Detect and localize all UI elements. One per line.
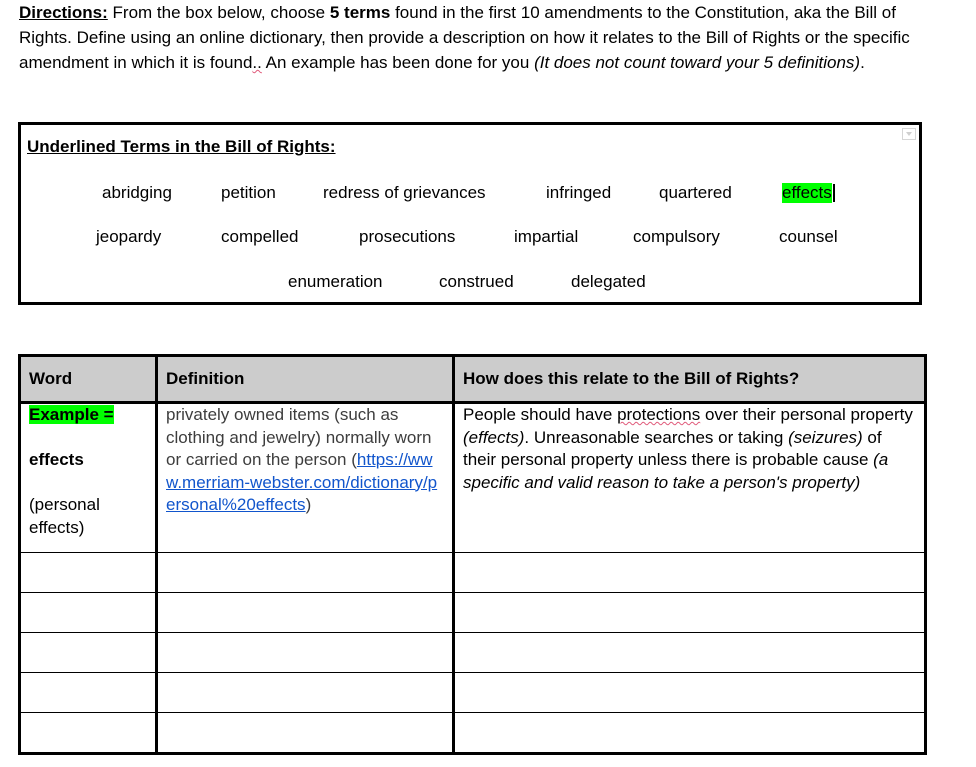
word-cell[interactable] bbox=[20, 593, 157, 633]
term-infringed[interactable]: infringed bbox=[546, 183, 612, 202]
term-compulsory[interactable]: compulsory bbox=[633, 227, 720, 246]
directions-label: Directions: bbox=[19, 3, 108, 22]
word-cell[interactable] bbox=[20, 553, 157, 593]
term-enumeration[interactable]: enumeration bbox=[288, 272, 383, 291]
relation-text-2: over their personal property bbox=[700, 405, 913, 424]
term-effects[interactable]: effects bbox=[782, 183, 832, 202]
relation-text-4: of their personal property unless there is probable cause bbox=[463, 427, 882, 469]
definition-cell[interactable] bbox=[157, 593, 454, 633]
relation-text-3: . Unreasonable searches or taking bbox=[524, 427, 789, 447]
relation-text-1: People should have bbox=[463, 405, 618, 424]
header-relation: How does this relate to the Bill of Rights? bbox=[454, 356, 926, 403]
term-delegated[interactable]: delegated bbox=[571, 272, 646, 291]
relation-cell[interactable] bbox=[454, 593, 926, 633]
terms-box-title: Underlined Terms in the Bill of Rights: bbox=[27, 137, 336, 156]
relation-italic-1: (effects) bbox=[463, 427, 525, 447]
relation-italic-2: (seizures) bbox=[788, 427, 863, 447]
example-label: Example = bbox=[29, 405, 114, 424]
directions-italic: (It does not count toward your 5 definitions) bbox=[534, 53, 861, 72]
definition-cell[interactable] bbox=[157, 633, 454, 673]
term-impartial[interactable]: impartial bbox=[514, 227, 579, 246]
chevron-down-icon[interactable] bbox=[902, 128, 916, 140]
directions-end: . bbox=[860, 53, 865, 72]
definition-cell[interactable] bbox=[157, 553, 454, 593]
header-definition: Definition bbox=[157, 356, 454, 403]
definition-cell[interactable] bbox=[157, 673, 454, 713]
terms-box[interactable] bbox=[18, 122, 922, 305]
term-prosecutions[interactable]: prosecutions bbox=[359, 227, 456, 246]
table-row bbox=[20, 553, 926, 593]
word-cell[interactable] bbox=[20, 713, 157, 754]
term-abridging[interactable]: abridging bbox=[102, 183, 172, 202]
term-compelled[interactable]: compelled bbox=[221, 227, 299, 246]
example-definition-text: privately owned items (such as clothing and jewelry) normally worn or carried on the person bbox=[166, 405, 432, 469]
directions-text-2: found in the first 10 amendments to the Constitution, aka the Bill of Rights. Define using an online dictionary, then provide a description on how it relates to the Bill of Rights or the specific amendment in which it is found bbox=[19, 3, 910, 72]
example-word-cell[interactable] bbox=[20, 403, 157, 553]
term-counsel[interactable]: counsel bbox=[779, 227, 838, 246]
table-row bbox=[20, 713, 926, 754]
term-quartered[interactable]: quartered bbox=[659, 183, 732, 202]
example-word: effects bbox=[29, 450, 84, 469]
example-word-note: (personal effects) bbox=[29, 495, 100, 537]
directions-dots: .. bbox=[252, 53, 262, 72]
table-row bbox=[20, 673, 926, 713]
term-jeopardy[interactable]: jeopardy bbox=[96, 227, 162, 246]
relation-cell[interactable] bbox=[454, 553, 926, 593]
directions-text-3: An example has been done for you bbox=[261, 53, 535, 72]
relation-italic-3: (a specific and valid reason to take a person's property) bbox=[463, 450, 889, 492]
directions-paragraph bbox=[19, 0, 919, 75]
definition-link[interactable]: https://www.merriam-webster.com/dictionary/personal%20effects bbox=[166, 450, 438, 514]
definition-paren-open: ( bbox=[351, 450, 357, 469]
directions-text-1: From the box below, choose bbox=[107, 3, 330, 22]
header-word: Word bbox=[20, 356, 157, 403]
definitions-table bbox=[18, 354, 927, 755]
term-redress-of-grievances[interactable]: redress of grievances bbox=[323, 183, 486, 202]
example-relation-cell[interactable] bbox=[454, 403, 926, 553]
table-row bbox=[20, 593, 926, 633]
example-definition-cell[interactable] bbox=[157, 403, 454, 553]
relation-cell[interactable] bbox=[454, 713, 926, 754]
relation-spellcheck-word: protections bbox=[617, 405, 701, 424]
table-row bbox=[20, 633, 926, 673]
word-cell[interactable] bbox=[20, 633, 157, 673]
directions-bold: 5 terms bbox=[329, 3, 391, 22]
term-construed[interactable]: construed bbox=[439, 272, 514, 291]
definition-paren-close: ) bbox=[305, 495, 312, 514]
relation-cell[interactable] bbox=[454, 633, 926, 673]
relation-cell[interactable] bbox=[454, 673, 926, 713]
word-cell[interactable] bbox=[20, 673, 157, 713]
term-petition[interactable]: petition bbox=[221, 183, 276, 202]
table-header-row bbox=[20, 356, 926, 403]
example-row bbox=[20, 403, 926, 553]
definition-cell[interactable] bbox=[157, 713, 454, 754]
